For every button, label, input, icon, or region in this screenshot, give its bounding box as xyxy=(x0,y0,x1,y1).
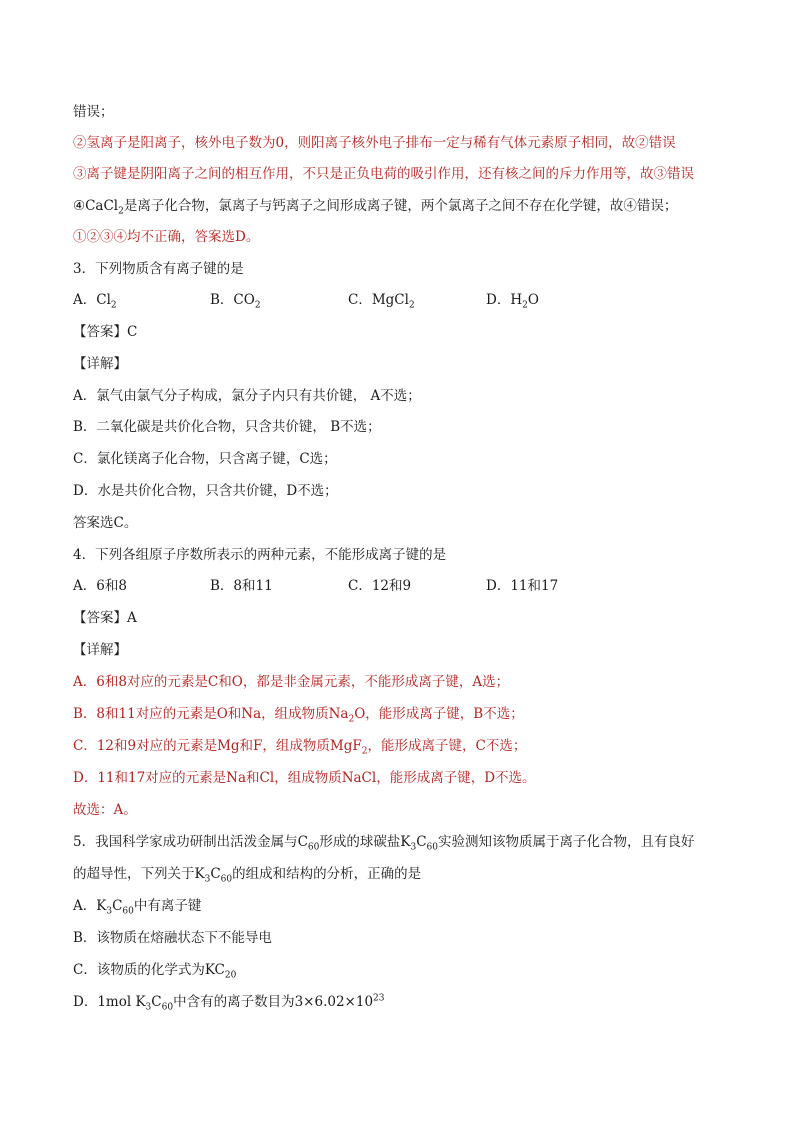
q4-option-c: C．12和9 xyxy=(348,578,412,594)
analysis-item-3: ③离子键是阴阳离子之间的相互作用，不只是正负电荷的吸引作用，还有核之间的斥力作用等，故③错误 xyxy=(73,166,694,182)
analysis-item-4: ④CaCl$_2$是离子化合物，氯离子与钙离子之间形成离子键，两个氯离子之间不存在化学键，故④错误； xyxy=(73,198,678,217)
analysis-conclusion: ①②③④均不正确，答案选D。 xyxy=(73,229,260,245)
q3-answer: 【答案】C xyxy=(73,324,138,340)
q4-conclusion: 故选：A。 xyxy=(73,802,137,818)
q3-option-c: C．MgCl$_2$ xyxy=(348,292,415,311)
q3-detail-d: D．水是共价化合物，只含共价键，D不选； xyxy=(73,483,338,499)
analysis-continued-line: 错误； xyxy=(73,104,114,120)
q3-option-b: B．$CO_2$ xyxy=(210,292,261,311)
q4-detail-a: A．6和8对应的元素是C和O，都是非金属元素，不能形成离子键，A选； xyxy=(73,674,510,690)
question-4-stem: 4．下列各组原子序数所表示的两种元素，不能形成离子键的是 xyxy=(73,547,447,563)
analysis-item-2: ②氢离子是阳离子，核外电子数为0，则阳离子核外电子排布一定与稀有气体元素原子相同，故②错误 xyxy=(73,135,676,151)
q5-option-b: B．该物质在熔融状态下不能导电 xyxy=(73,930,272,946)
question-5-stem-line-2: 的超导性，下列关于$K_3C_{60}$的组成和结构的分析，正确的是 xyxy=(73,866,422,885)
q5-option-c: C．该物质的化学式为$KC_{20}$ xyxy=(73,962,237,981)
q4-answer: 【答案】A xyxy=(73,610,137,626)
q4-detail-b: B．8和11对应的元素是O和Na，组成物质$Na_2O$，能形成离子键，B不选； xyxy=(73,706,524,725)
q3-detail-heading: 【详解】 xyxy=(73,356,127,372)
question-3-stem: 3．下列物质含有离子键的是 xyxy=(73,261,244,277)
q4-option-a: A．6和8 xyxy=(73,578,127,594)
q4-detail-c: C．12和9对应的元素是Mg和F，组成物质MgF$_2$，能形成离子键，C不选； xyxy=(73,738,527,757)
q4-detail-heading: 【详解】 xyxy=(73,642,127,658)
q3-option-a: A．$Cl_2$ xyxy=(73,292,117,311)
q3-detail-b: B．二氧化碳是共价化合物，只含共价键， B不选； xyxy=(73,419,381,435)
question-5-stem-line-1: 5．我国科学家成功研制出活泼金属与$C_{60}$形成的球碳盐$K_3C_{60}$实验测知该物质属于离子化合物，且有良好 xyxy=(73,834,695,853)
q5-option-a: A．$K_3C_{60}$中有离子键 xyxy=(73,898,202,917)
q3-detail-a: A．氯气由氯气分子构成，氯分子内只有共价键， A不选； xyxy=(73,388,421,404)
q4-option-b: B．8和11 xyxy=(210,578,273,594)
q4-option-d: D．11和17 xyxy=(486,578,559,594)
q3-option-d: D．$H_2O$ xyxy=(486,292,539,311)
q3-conclusion: 答案选C。 xyxy=(73,515,138,531)
q5-option-d: D．1mol $K_3C_{60}$中含有的离子数目为$3\times 6.02\times 10^{23}$ xyxy=(73,993,385,1013)
q4-detail-d: D．11和17对应的元素是Na和Cl，组成物质NaCl，能形成离子键，D不选。 xyxy=(73,770,536,786)
q3-detail-c: C．氯化镁离子化合物，只含离子键，C选； xyxy=(73,451,337,467)
